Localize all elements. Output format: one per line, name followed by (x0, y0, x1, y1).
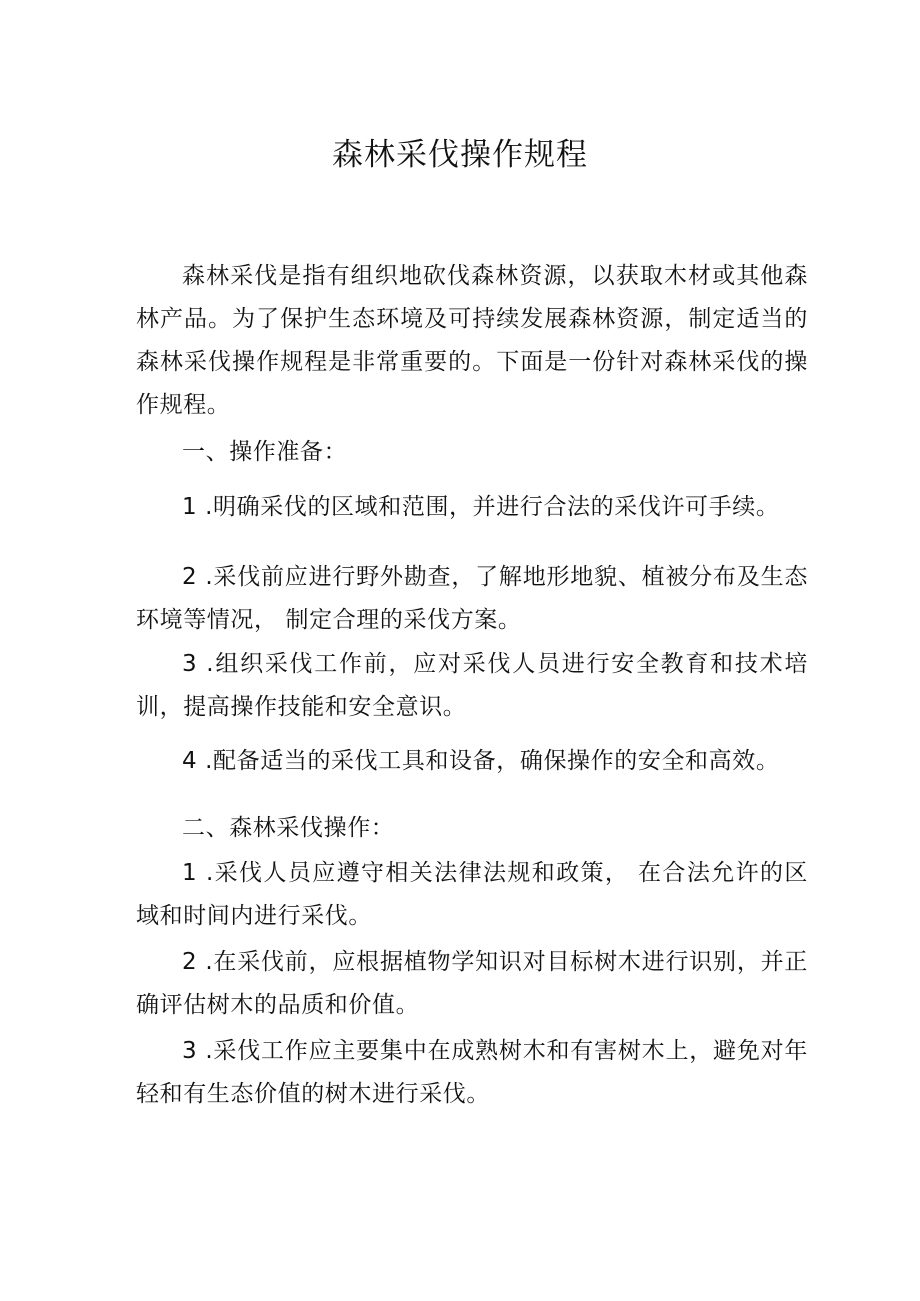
section-item: 3 .采伐工作应主要集中在成熟树木和有害树木上，避免对年轻和有生态价值的树木进行采伐。 (136, 1038, 808, 1107)
document-title: 森林采伐操作规程 (332, 137, 588, 173)
section-heading: 二、森林采伐操作： (182, 815, 395, 841)
section-item: 2 .在采伐前，应根据植物学知识对目标树木进行识别，并正确评估树木的品质和价值。 (136, 949, 808, 1018)
section-item: 1 .采伐人员应遵守相关法律法规和政策， 在合法允许的区域和时间内进行采伐。 (136, 860, 808, 929)
section-item: 2 .采伐前应进行野外勘查，了解地形地貌、植被分布及生态环境等情况， 制定合理的采伐方案。 (136, 564, 808, 633)
intro-paragraph: 森林采伐是指有组织地砍伐森林资源，以获取木材或其他森林产品。为了保护生态环境及可持续发展森林资源，制定适当的森林采伐操作规程是非常重要的。下面是一份针对森林采伐的操作规程。 (136, 263, 808, 418)
section-item: 4 .配备适当的采伐工具和设备，确保操作的安全和高效。 (182, 748, 780, 774)
section-item: 3 .组织采伐工作前，应对采伐人员进行安全教育和技术培训，提高操作技能和安全意识。 (136, 651, 808, 720)
section-item: 1 .明确采伐的区域和范围，并进行合法的采伐许可手续。 (182, 494, 780, 520)
section-heading: 一、操作准备： (182, 439, 348, 465)
